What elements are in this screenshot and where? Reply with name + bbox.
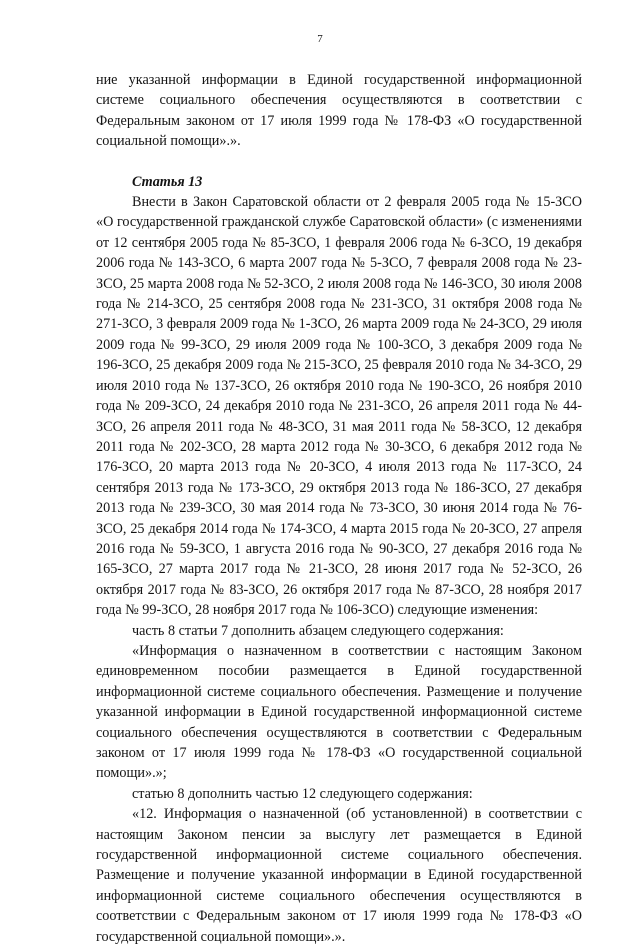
paragraph-article-8: статью 8 дополнить частью 12 следующего содержания: [132, 785, 473, 802]
paragraph-pension-info: «12. Информация о назначенной (об установленной) в соответствии с настоящим Законом пенсии за выслугу лет размещается в Единой государственной информационной системе социального обеспечения. Размещение и получение указанной информации в Единой государственной информационной системе социального обеспечения осуществляются в соответствии с Федеральным законом от 17 июля 1999 года № 178-ФЗ «О государственной социальной помощи».». [96, 806, 582, 945]
document-body [96, 70, 582, 947]
paragraph-amendment-intro: Внести в Закон Саратовской области от 2 февраля 2005 года № 15-ЗСО «О государственной гражданской службе Саратовской области» (с изменениями от 12 сентября 2005 года № 85-ЗСО, 1 февраля 2006 года № 6-ЗСО, 19 декабря 2006 года № 143-ЗСО, 6 марта 2007 года № 5-ЗСО, 7 февраля 2008 года № 23-ЗСО, 25 марта 2008 года № 52-ЗСО, 2 июля 2008 года № 146-ЗСО, 30 июля 2008 года № 214-ЗСО, 25 сентября 2008 года № 231-ЗСО, 31 октября 2008 года № 271-ЗСО, 3 февраля 2009 года № 1-ЗСО, 26 марта 2009 года № 24-ЗСО, 29 июля 2009 года № 99-ЗСО, 29 июля 2009 года № 100-ЗСО, 3 декабря 2009 года № 196-ЗСО, 25 декабря 2009 года № 215-ЗСО, 25 февраля 2010 года № 34-ЗСО, 29 июля 2010 года № 137-ЗСО, 26 октября 2010 года № 190-ЗСО, 26 ноября 2010 года № 209-ЗСО, 24 декабря 2010 года № 231-ЗСО, 26 апреля 2011 года № 44-ЗСО, 26 апреля 2011 года № 48-ЗСО, 31 мая 2011 года № 58-ЗСО, 12 декабря 2011 года № 202-ЗСО, 28 марта 2012 года № 30-ЗСО, 6 декабря 2012 года № 176-ЗСО, 20 марта 2013 года № 20-ЗСО, 4 июля 2013 года № 117-ЗСО, 24 сентября 2013 года № 173-ЗСО, 29 октября 2013 года № 186-ЗСО, 27 декабря 2013 года № 239-ЗСО, 30 мая 2014 года № 73-ЗСО, 30 июня 2014 года № 76-ЗСО, 25 декабря 2014 года № 174-ЗСО, 4 марта 2015 года № 20-ЗСО, 27 апреля 2016 года № 59-ЗСО, 1 августа 2016 года № 90-ЗСО, 27 декабря 2016 года № 165-ЗСО, 27 марта 2017 года № 21-ЗСО, 28 июня 2017 года № 52-ЗСО, 26 октября 2017 года № 83-ЗСО, 26 октября 2017 года № 87-ЗСО, 28 ноября 2017 года № 99-ЗСО, 28 ноября 2017 года № 106-ЗСО) следующие изменения: [96, 194, 582, 619]
page-number: 7 [317, 33, 323, 45]
paragraph-benefit-info: «Информация о назначенном в соответствии с настоящим Законом единовременном пособии размещается в Единой государственной информационной системе социального обеспечения. Размещение и получение указанной информации в Единой государственной информационной системе социального обеспечения осуществляются в соответствии с Федеральным законом от 17 июля 1999 года № 178-ФЗ «О государственной социальной помощи».»; [96, 642, 582, 782]
article-heading: Статья 13 [132, 173, 203, 190]
paragraph-continuation: ние указанной информации в Единой государственной информационной системе социального обеспечения осуществляются в соответствии с Федеральным законом от 17 июля 1999 года № 178-ФЗ «О государственной социальной помощи».». [96, 72, 582, 150]
paragraph-part-8: часть 8 статьи 7 дополнить абзацем следующего содержания: [132, 622, 504, 639]
